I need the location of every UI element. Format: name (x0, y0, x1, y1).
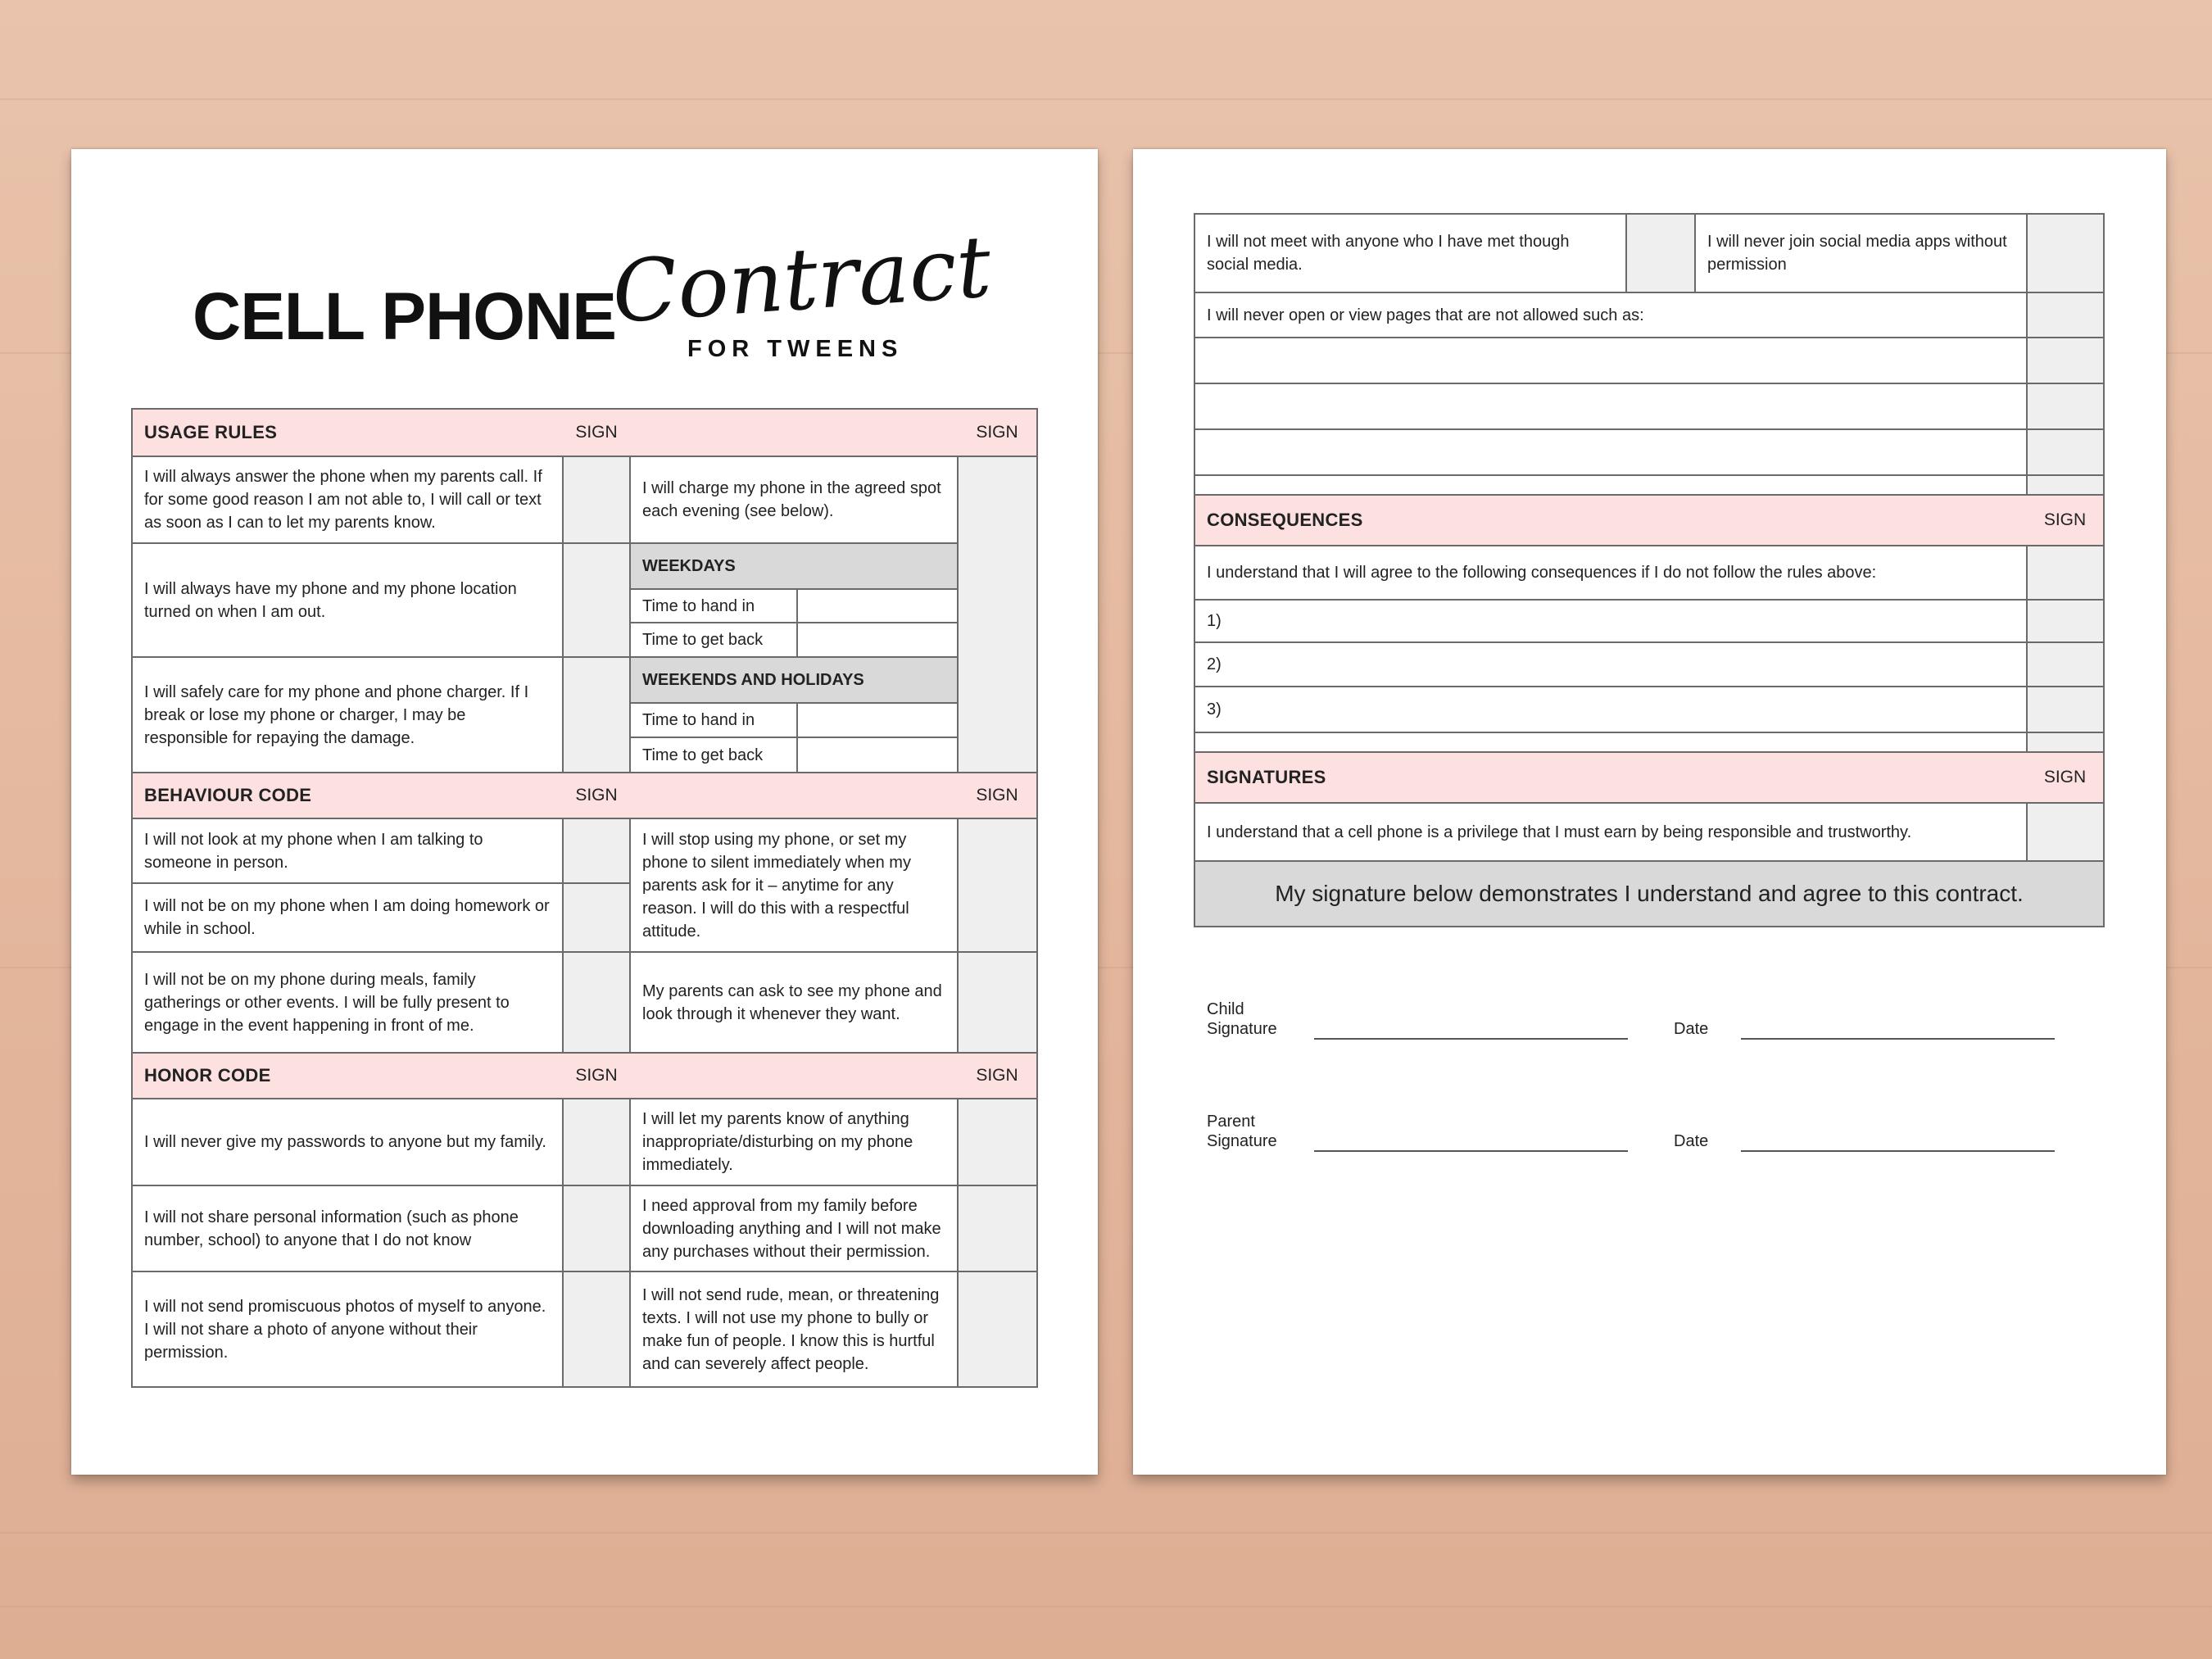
sign-box[interactable] (563, 456, 630, 543)
sign-box[interactable] (563, 543, 630, 657)
blank-line[interactable] (1194, 429, 2027, 475)
sign-box[interactable] (958, 1185, 1037, 1271)
blank-line[interactable] (1194, 383, 2027, 429)
rule-text: I will stop using my phone, or set my phone to silent immediately when my parents ask for it – anytime for any reason. I will do this with a respectful attitude. (630, 818, 958, 952)
rule-text: I will charge my phone in the agreed spot each evening (see below). (630, 456, 958, 543)
sign-box[interactable] (958, 456, 1037, 773)
parent-signature-line[interactable] (1314, 1150, 1628, 1152)
contract-page-2 (1133, 149, 2166, 1475)
parent-date-line[interactable] (1741, 1150, 2055, 1152)
hand-in-field[interactable] (797, 589, 957, 623)
child-signature-line[interactable] (1314, 1038, 1628, 1040)
section-header-behaviour (132, 773, 1037, 818)
sign-box[interactable] (2027, 338, 2104, 383)
get-back-field[interactable] (797, 623, 957, 656)
sign-box[interactable] (2027, 732, 2104, 752)
title-subtitle: FOR TWEENS (687, 336, 904, 362)
sign-box[interactable] (563, 818, 630, 883)
rule-text: I will not share personal information (such as phone number, school) to anyone that I do not know (132, 1185, 563, 1271)
sign-label: SIGN (2027, 495, 2104, 546)
rule-text: I understand that I will agree to the following consequences if I do not follow the rules above: (1194, 546, 2027, 600)
rule-text: I will not meet with anyone who I have met though social media. (1194, 214, 1626, 292)
get-back-label: Time to get back (631, 737, 797, 772)
title-main: CELL PHONE (193, 279, 616, 354)
sign-box[interactable] (2027, 546, 2104, 600)
section-title: BEHAVIOUR CODE (132, 773, 563, 818)
rules-table (131, 408, 1038, 1388)
child-signature-label: Child Signature (1207, 1000, 1277, 1038)
section-title: SIGNATURES (1194, 752, 2027, 803)
get-back-label: Time to get back (631, 623, 797, 656)
contract-page-1 (71, 149, 1098, 1475)
rule-text: I understand that a cell phone is a privilege that I must earn by being responsible and trustworthy. (1194, 803, 2027, 861)
section-title: HONOR CODE (132, 1053, 563, 1099)
charge-schedule-weekdays (630, 543, 958, 657)
sign-box[interactable] (958, 1099, 1037, 1185)
blank-line[interactable] (1194, 338, 2027, 383)
sign-box[interactable] (958, 952, 1037, 1053)
sign-box[interactable] (2027, 292, 2104, 338)
sign-box[interactable] (2027, 475, 2104, 495)
title-script: Contract (609, 216, 995, 342)
sign-label: SIGN (958, 409, 1037, 456)
sign-box[interactable] (2027, 383, 2104, 429)
section-header-consequences (1194, 495, 2104, 546)
wood-grain (0, 98, 2212, 100)
sign-box[interactable] (563, 883, 630, 952)
sign-label: SIGN (2027, 752, 2104, 803)
hand-in-field[interactable] (797, 703, 957, 737)
section-header-usage (132, 409, 1037, 456)
wood-grain (0, 1532, 2212, 1534)
consequence-line[interactable]: 1) (1194, 600, 2027, 642)
child-date-label: Date (1674, 1020, 1709, 1038)
rule-text: I will let my parents know of anything inappropriate/disturbing on my phone immediately. (630, 1099, 958, 1185)
sign-box[interactable] (2027, 642, 2104, 687)
rule-text: I will never give my passwords to anyone but my family. (132, 1099, 563, 1185)
rule-text: I need approval from my family before downloading anything and I will not make any purchases without their permission. (630, 1185, 958, 1271)
rule-text: I will never open or view pages that are not allowed such as: (1194, 292, 2027, 338)
section-header-signatures (1194, 752, 2104, 803)
hand-in-label: Time to hand in (631, 703, 797, 737)
sign-box[interactable] (2027, 214, 2104, 292)
agreement-banner: My signature below demonstrates I understand and agree to this contract. (1194, 861, 2104, 927)
parent-signature-label: Parent Signature (1207, 1113, 1277, 1150)
sign-box[interactable] (563, 1271, 630, 1387)
consequence-line[interactable]: 2) (1194, 642, 2027, 687)
rule-text: I will not send rude, mean, or threatening texts. I will not use my phone to bully or make fun of people. I know this is hurtful and can severely affect people. (630, 1271, 958, 1387)
rule-text: I will safely care for my phone and phone charger. If I break or lose my phone or charger, I may be responsible for repaying the damage. (132, 657, 563, 773)
weekends-label: WEEKENDS AND HOLIDAYS (631, 658, 957, 703)
wood-grain (0, 1606, 2212, 1607)
sign-label: SIGN (563, 773, 630, 818)
section-title: USAGE RULES (132, 409, 563, 456)
parent-date-label: Date (1674, 1132, 1709, 1150)
sign-box[interactable] (958, 818, 1037, 952)
hand-in-label: Time to hand in (631, 589, 797, 623)
sign-label: SIGN (958, 773, 1037, 818)
sign-box[interactable] (958, 1271, 1037, 1387)
sign-box[interactable] (563, 952, 630, 1053)
rule-text: I will not be on my phone when I am doing homework or while in school. (132, 883, 563, 952)
rule-text: I will never join social media apps without permission (1695, 214, 2027, 292)
sign-box[interactable] (563, 1099, 630, 1185)
sign-label: SIGN (563, 409, 630, 456)
sign-box[interactable] (2027, 600, 2104, 642)
rule-text: I will always answer the phone when my parents call. If for some good reason I am not able to, I will call or text as soon as I can to let my parents know. (132, 456, 563, 543)
sign-box[interactable] (1626, 214, 1695, 292)
rules-table-continued (1194, 213, 2105, 927)
consequence-line[interactable]: 3) (1194, 687, 2027, 732)
sign-box[interactable] (2027, 803, 2104, 861)
sign-box[interactable] (563, 1185, 630, 1271)
rule-text: I will not send promiscuous photos of myself to anyone. I will not share a photo of anyone without their permission. (132, 1271, 563, 1387)
section-title: CONSEQUENCES (1194, 495, 2027, 546)
rule-text: I will not look at my phone when I am talking to someone in person. (132, 818, 563, 883)
sign-label: SIGN (958, 1053, 1037, 1099)
rule-text: I will always have my phone and my phone location turned on when I am out. (132, 543, 563, 657)
rule-text: My parents can ask to see my phone and look through it whenever they want. (630, 952, 958, 1053)
sign-box[interactable] (2027, 429, 2104, 475)
sign-label: SIGN (563, 1053, 630, 1099)
get-back-field[interactable] (797, 737, 957, 772)
child-date-line[interactable] (1741, 1038, 2055, 1040)
sign-box[interactable] (563, 657, 630, 773)
charge-schedule-weekends (630, 657, 958, 773)
section-header-honor (132, 1053, 1037, 1099)
sign-box[interactable] (2027, 687, 2104, 732)
weekdays-label: WEEKDAYS (631, 544, 957, 589)
rule-text: I will not be on my phone during meals, family gatherings or other events. I will be fully present to engage in the event happening in front of me. (132, 952, 563, 1053)
